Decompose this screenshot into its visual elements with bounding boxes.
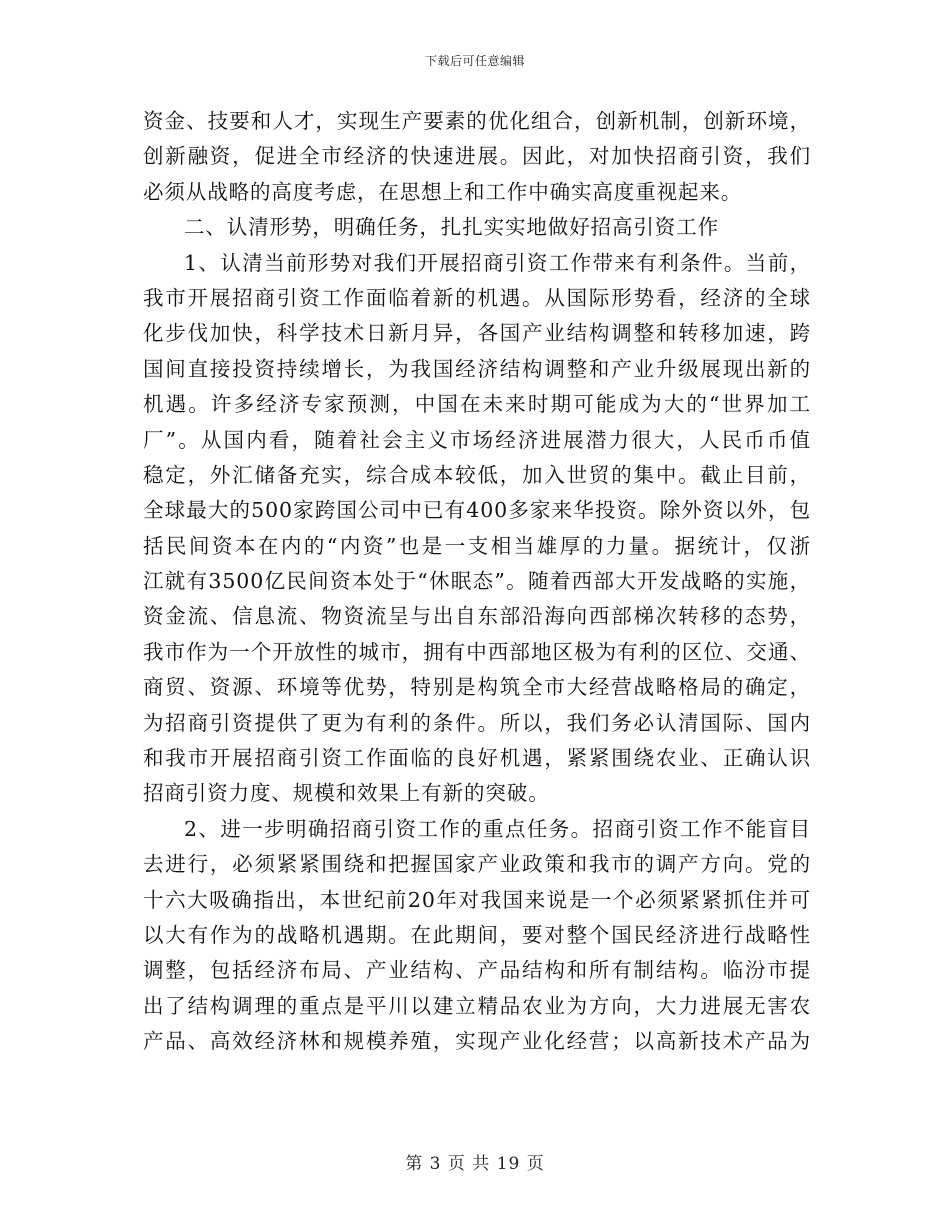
text-line: 为招商引资提供了更为有利的条件。所以，我们务必认清国际、国内 [143,710,811,735]
text-line: 全球最大的500家跨国公司中已有400多家来华投资。除外资以外，包 [143,498,811,523]
page-header: 下载后可任意编辑 [424,54,525,68]
text-line: 调整，包括经济布局、产业结构、产品结构和所有制结构。临汾市提 [143,958,811,983]
text-line: 江就有3500亿民间资本处于“休眠态”。随着西部大开发战略的实施， [143,569,811,594]
text-line: 产品、高效经济林和规模养殖，实现产业化经营；以高新技术产品为 [143,1029,811,1054]
text-line: 稳定，外汇储备充实，综合成本较低，加入世贸的集中。截止目前， [143,462,811,487]
text-line: 我市开展招商引资工作面临着新的机遇。从国际形势看，经济的全球 [143,285,811,310]
text-line: 我市作为一个开放性的城市，拥有中西部地区极为有利的区位、交通、 [143,639,811,664]
text-line: 资金、技要和人才，实现生产要素的优化组合，创新机制，创新环境， [143,109,811,133]
text-line: 二、认清形势，明确任务，扎扎实实地做好招高引资工作 [184,215,719,240]
text-line: 招商引资力度、规模和效果上有新的突破。 [143,781,550,806]
text-line: 必须从战略的高度考虑，在思想上和工作中确实高度重视起来。 [143,179,743,204]
text-line: 括民间资本在内的“内资”也是一支相当雄厚的力量。据统计，仅浙 [143,533,811,558]
text-line: 2、进一步明确招商引资工作的重点任务。招商引资工作不能盲目 [184,816,811,841]
page-number: 第 3 页 共 19 页 [405,1154,545,1174]
text-line: 化步伐加快，科学技术日新月异，各国产业结构调整和转移加速，跨 [143,321,811,346]
text-line: 和我市开展招商引资工作面临的良好机遇，紧紧围绕农业、正确认识 [143,746,811,771]
text-line: 商贸、资源、环境等优势，特别是构筑全市大经营战略格局的确定， [143,675,811,700]
document-body [143,104,811,1060]
text-line: 机遇。许多经济专家预测，中国在未来时期可能成为大的“世界加工 [143,392,811,417]
text-line: 十六大吸确指出，本世纪前20年对我国来说是一个必须紧紧抓住并可 [143,887,811,912]
text-line: 出了结构调理的重点是平川以建立精品农业为方向，大力进展无害农 [143,993,811,1018]
text-line: 以大有作为的战略机遇期。在此期间，要对整个国民经济进行战略性 [143,922,811,947]
text-line: 创新融资，促进全市经济的快速进展。因此，对加快招商引资，我们 [143,144,811,169]
text-line: 资金流、信息流、物资流呈与出自东部沿海向西部梯次转移的态势， [143,604,811,629]
text-line: 1、认清当前形势对我们开展招商引资工作带来有利条件。当前， [184,250,811,275]
text-line: 厂”。从国内看，随着社会主义市场经济进展潜力很大，人民币币值 [143,427,811,452]
text-line: 去进行，必须紧紧围绕和把握国家产业政策和我市的调产方向。党的 [143,852,811,877]
text-line: 国间直接投资持续增长，为我国经济结构调整和产业升级展现出新的 [143,356,811,381]
